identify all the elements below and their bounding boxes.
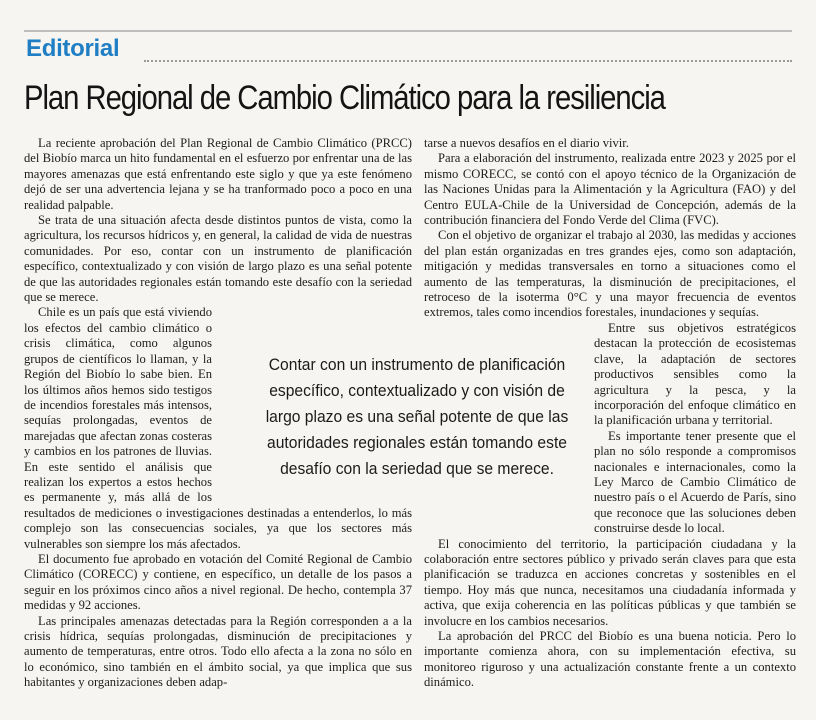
paragraph: La reciente aprobación del Plan Regional de Cambio Climático (PRCC) del Biobío marca un hito fundamental en el esfuerzo por enfrentar una de las mayores amenazas que está enfrentando este siglo y que ya este fenómeno dejó de ser una advertencia lejana y se ha tranformado poco a poco en una realidad palpable. [24, 136, 412, 212]
pullquote: Contar con un instrumento de planificación específico, contextualizado y con visión de largo plazo es una señal potente de que las autoridades regionales están tomando este desafío con la seriedad que se merece. [258, 346, 576, 476]
headline: Plan Regional de Cambio Climático para la resiliencia [24, 79, 665, 117]
paragraph: Con el objetivo de organizar el trabajo al 2030, las medidas y acciones del plan están organizadas en tres grandes ejes, como son adaptación, mitigación y medidas transversales en torno a situaciones como el aumento de las temperaturas, la disminución de precipitaciones, el retroceso de la isoterma 0°C y una mayor frecuencia de eventos extremos, tales como incendios forestales, inundaciones y sequías. [424, 228, 796, 320]
section-bar [24, 30, 792, 64]
section-divider [144, 60, 792, 62]
section-label: Editorial [26, 35, 120, 62]
paragraph: El documento fue aprobado en votación del Comité Regional de Cambio Climático (CORECC) y contiene, en específico, un detalle de los pasos a seguir en los próximos cinco años a nivel regional. De hecho, contempla 37 medidas y 92 acciones. [24, 551, 412, 613]
paragraph: Las principales amenazas detectadas para la Región corresponden a a la crisis hídrica, sequías prolongadas, disminución de precipitaciones y aumento de temperaturas, entre otros. Todo ello afecta a la zona no sólo en lo económico, sino también en el ámbito social, ya que implica que sus habitantes y organizaciones deben adap- [24, 613, 412, 690]
paragraph: Se trata de una situación afecta desde distintos puntos de vista, como la agricultura, los recursos hídricos y, en general, la calidad de vida de nuestras comunidades. Por eso, contar con un instrumento de planificación específico, contextualizado y con visión de largo plazo es una señal potente de que las autoridades regionales están tomando este desafío con la seriedad que se merece. [24, 213, 412, 305]
paragraph: Para a elaboración del instrumento, realizada entre 2023 y 2025 por el mismo CORECC, se contó con el apoyo técnico de la Organización de las Naciones Unidas para la Alimentación y la Agricultura (FAO) y del Centro EULA-Chile de la Universidad de Concepción, además de la contribución financiera del Fondo Verde del Clima (FVC). [424, 151, 796, 228]
paragraph: Entre sus objetivos estratégicos destacan la protección de ecosistemas clave, la adaptación de sectores productivos sensibles como la agricultura y la pesca, y la incorporación del enfoque climático en la planificación urbana y territorial. [594, 320, 796, 428]
paragraph: Es importante tener presente que el plan no sólo responde a compromisos nacionales e internacionales, como la Ley Marco de Cambio Climático de nuestro país o el Acuerdo de París, sino que reconoce que las soluciones deben construirse desde lo local. [594, 428, 796, 536]
paragraph: La aprobación del PRCC del Biobío es una buena noticia. Pero lo importante comienza ahora, con su implementación efectiva, su monitoreo riguroso y una actualización constante frente a un contexto dinámico. [424, 629, 796, 690]
paragraph: El conocimiento del territorio, la participación ciudadana y la colaboración entre sectores público y privado serán claves para que esta planificación se traduzca en acciones concretas y sostenibles en el tiempo. Hoy más que nunca, necesitamos una ciudadanía informada y activa, que exija coherencia en las políticas públicas y que también se involucre en los cambios necesarios. [424, 536, 796, 628]
paragraph: tarse a nuevos desafíos en el diario vivir. [424, 136, 629, 150]
paragraph: Chile es un país que está viviendo los efectos del cambio climático o crisis climática, como algunos grupos de científicos lo llaman, y la Región del Biobío lo sabe bien. En los últimos años hemos sido testigos de incendios forestales más intensos, sequías prolongadas, eventos de marejadas que afectan zonas costeras y cambios en los patrones de lluvias. En este sentido el análisis que realizan los expertos a estos hechos es permanente y, más allá de los resultados de mediciones o investigaciones destinadas a entenderlos, lo más complejo son las consecuencias sociales, ya que los sectores más vulnerables son siempre los más afectados. [24, 305, 412, 551]
